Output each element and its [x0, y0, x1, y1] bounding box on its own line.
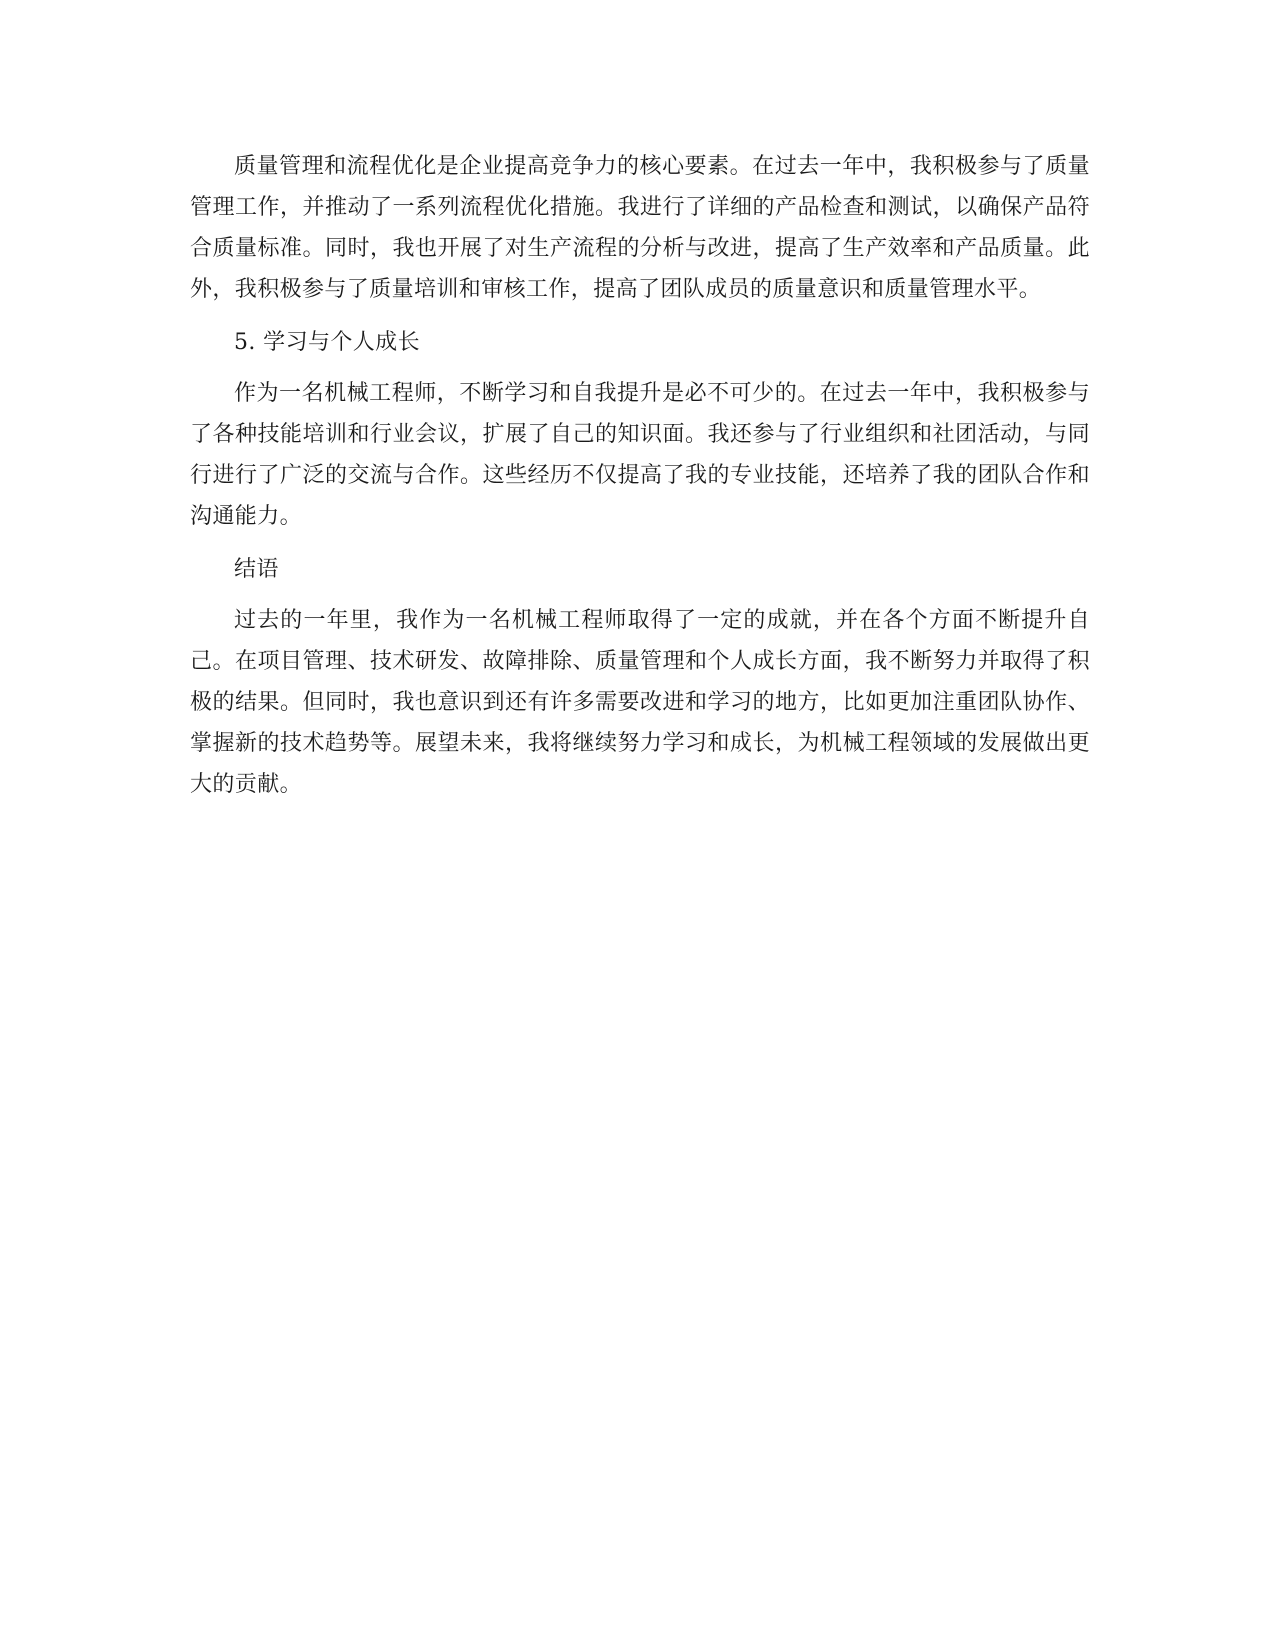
paragraph-learning-growth: 作为一名机械工程师，不断学习和自我提升是必不可少的。在过去一年中，我积极参与了各种技能培训和行业会议，扩展了自己的知识面。我还参与了行业组织和社团活动，与同行进行了广泛的交流与合作。这些经历不仅提高了我的专业技能，还培养了我的团队合作和沟通能力。 [190, 381, 1090, 529]
section-heading-conclusion: 结语 [234, 557, 279, 582]
document-body [190, 146, 1090, 817]
paragraph-quality-management: 质量管理和流程优化是企业提高竞争力的核心要素。在过去一年中，我积极参与了质量管理工作，并推动了一系列流程优化措施。我进行了详细的产品检查和测试，以确保产品符合质量标准。同时，我也开展了对生产流程的分析与改进，提高了生产效率和产品质量。此外，我积极参与了质量培训和审核工作，提高了团队成员的质量意识和质量管理水平。 [190, 154, 1090, 302]
section-heading-learning-growth: 5. 学习与个人成长 [234, 330, 420, 355]
paragraph-conclusion: 过去的一年里，我作为一名机械工程师取得了一定的成就，并在各个方面不断提升自己。在项目管理、技术研发、故障排除、质量管理和个人成长方面，我不断努力并取得了积极的结果。但同时，我也意识到还有许多需要改进和学习的地方，比如更加注重团队协作、掌握新的技术趋势等。展望未来，我将继续努力学习和成长，为机械工程领域的发展做出更大的贡献。 [190, 608, 1090, 797]
